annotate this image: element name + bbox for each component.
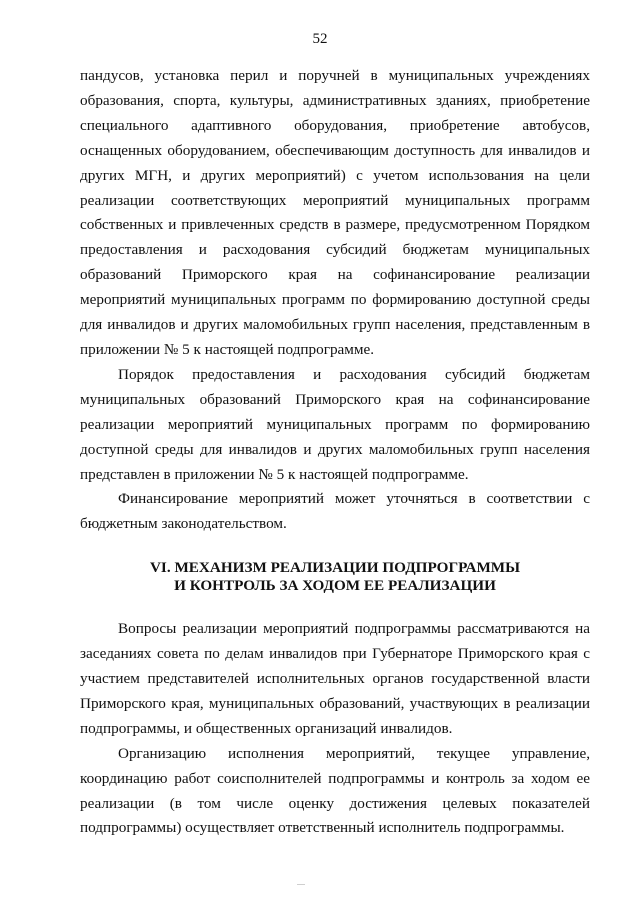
scan-mark — [297, 884, 305, 885]
paragraph-responsible-executor: Организацию исполнения мероприятий, текущее управление, координацию работ соисполнителей подпрограммы и контроль за ходом ее реализации (в том числе оценку достижения целевых показателей подпрограммы) осуществляет ответственный исполнитель подпрограммы. — [80, 744, 590, 837]
section-heading-line-2: И КОНТРОЛЬ ЗА ХОДОМ ЕЕ РЕАЛИЗАЦИИ — [174, 577, 496, 595]
paragraph-subsidy-procedure: Порядок предоставления и расходования субсидий бюджетам муниципальных образований Приморского края на софинансирование реализации мероприятий муниципальных программ по формированию доступной среды для инвалидов и других маломобильных групп населения представлен в приложении № 5 к настоящей подпрограмме. — [80, 365, 590, 483]
section-heading — [80, 559, 590, 595]
section-heading-line-1: VI. МЕХАНИЗМ РЕАЛИЗАЦИИ ПОДПРОГРАММЫ — [149, 559, 521, 577]
page-number: 52 — [312, 31, 328, 47]
paragraph-financing: Финансирование мероприятий может уточняться в соответствии с бюджетным законодательством. — [80, 490, 590, 533]
paragraph-council-meetings: Вопросы реализации мероприятий подпрограммы рассматриваются на заседаниях совета по делам инвалидов при Губернаторе Приморского края с участием представителей исполнительных органов государственной власти Приморского края, муниципальных образований, участвующих в реализации подпрограммы, и общественных организаций инвалидов. — [80, 620, 590, 737]
paragraph-continuation: пандусов, установка перил и поручней в муниципальных учреждениях образования, спорта, культуры, административных зданиях, приобретение специального адаптивного оборудования, приобретение автобусов, оснащенных оборудованием, обеспечивающим доступность для инвалидов и других МГН, и других мероприятий) с учетом использования на цели реализации соответствующих мероприятий муниципальных программ собственных и привлеченных средств в размере, предусмотренном Порядком предоставления и расходования субсидий бюджетам муниципальных образований Приморского края на софинансирование реализации мероприятий муниципальных программ по формированию доступной среды для инвалидов и других маломобильных групп населения, представленным в приложении № 5 к настоящей подпрограмме. — [80, 67, 590, 358]
page-body — [80, 64, 590, 841]
